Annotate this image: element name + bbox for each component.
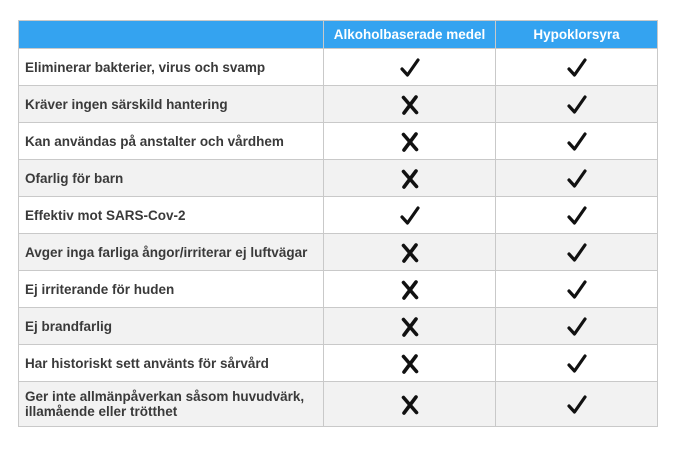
check-icon xyxy=(399,53,421,80)
alcohol-cell xyxy=(324,345,496,382)
cross-icon xyxy=(399,275,421,302)
check-icon xyxy=(566,238,588,265)
check-icon xyxy=(566,90,588,117)
check-icon xyxy=(399,201,421,228)
cross-icon xyxy=(399,349,421,376)
hypochlorous-cell xyxy=(496,345,658,382)
hypochlorous-cell xyxy=(496,49,658,86)
hypochlorous-cell xyxy=(496,160,658,197)
row-label: Kan användas på anstalter och vårdhem xyxy=(19,123,324,160)
hypochlorous-cell xyxy=(496,308,658,345)
check-icon xyxy=(566,349,588,376)
table-row xyxy=(19,308,658,345)
check-icon xyxy=(566,390,588,417)
header-hypochlorous: Hypoklorsyra xyxy=(496,21,658,49)
table-row xyxy=(19,271,658,308)
table-row xyxy=(19,197,658,234)
check-icon xyxy=(566,275,588,302)
header-corner-cell xyxy=(19,21,324,49)
hypochlorous-cell xyxy=(496,86,658,123)
hypochlorous-cell xyxy=(496,123,658,160)
row-label: Eliminerar bakterier, virus och svamp xyxy=(19,49,324,86)
row-label: Effektiv mot SARS-Cov-2 xyxy=(19,197,324,234)
alcohol-cell xyxy=(324,382,496,427)
alcohol-cell xyxy=(324,197,496,234)
header-row xyxy=(19,21,658,49)
table-body xyxy=(19,49,658,427)
alcohol-cell xyxy=(324,49,496,86)
table-row xyxy=(19,234,658,271)
cross-icon xyxy=(399,238,421,265)
cross-icon xyxy=(399,164,421,191)
hypochlorous-cell xyxy=(496,382,658,427)
header-alcohol: Alkoholbaserade medel xyxy=(324,21,496,49)
comparison-table xyxy=(18,20,658,427)
alcohol-cell xyxy=(324,234,496,271)
table-row xyxy=(19,345,658,382)
row-label: Ger inte allmänpåverkan såsom huvudvärk, illamående eller trötthet xyxy=(19,382,324,427)
row-label: Ej irriterande för huden xyxy=(19,271,324,308)
table-row xyxy=(19,382,658,427)
alcohol-cell xyxy=(324,271,496,308)
table-row xyxy=(19,86,658,123)
alcohol-cell xyxy=(324,123,496,160)
check-icon xyxy=(566,53,588,80)
alcohol-cell xyxy=(324,86,496,123)
row-label: Ofarlig för barn xyxy=(19,160,324,197)
cross-icon xyxy=(399,127,421,154)
table-row xyxy=(19,160,658,197)
alcohol-cell xyxy=(324,160,496,197)
table-row xyxy=(19,123,658,160)
row-label: Har historiskt sett använts för sårvård xyxy=(19,345,324,382)
row-label: Avger inga farliga ångor/irriterar ej luftvägar xyxy=(19,234,324,271)
check-icon xyxy=(566,201,588,228)
check-icon xyxy=(566,312,588,339)
table-row xyxy=(19,49,658,86)
cross-icon xyxy=(399,312,421,339)
cross-icon xyxy=(399,90,421,117)
row-label: Ej brandfarlig xyxy=(19,308,324,345)
hypochlorous-cell xyxy=(496,234,658,271)
alcohol-cell xyxy=(324,308,496,345)
check-icon xyxy=(566,164,588,191)
check-icon xyxy=(566,127,588,154)
hypochlorous-cell xyxy=(496,197,658,234)
cross-icon xyxy=(399,390,421,417)
hypochlorous-cell xyxy=(496,271,658,308)
row-label: Kräver ingen särskild hantering xyxy=(19,86,324,123)
